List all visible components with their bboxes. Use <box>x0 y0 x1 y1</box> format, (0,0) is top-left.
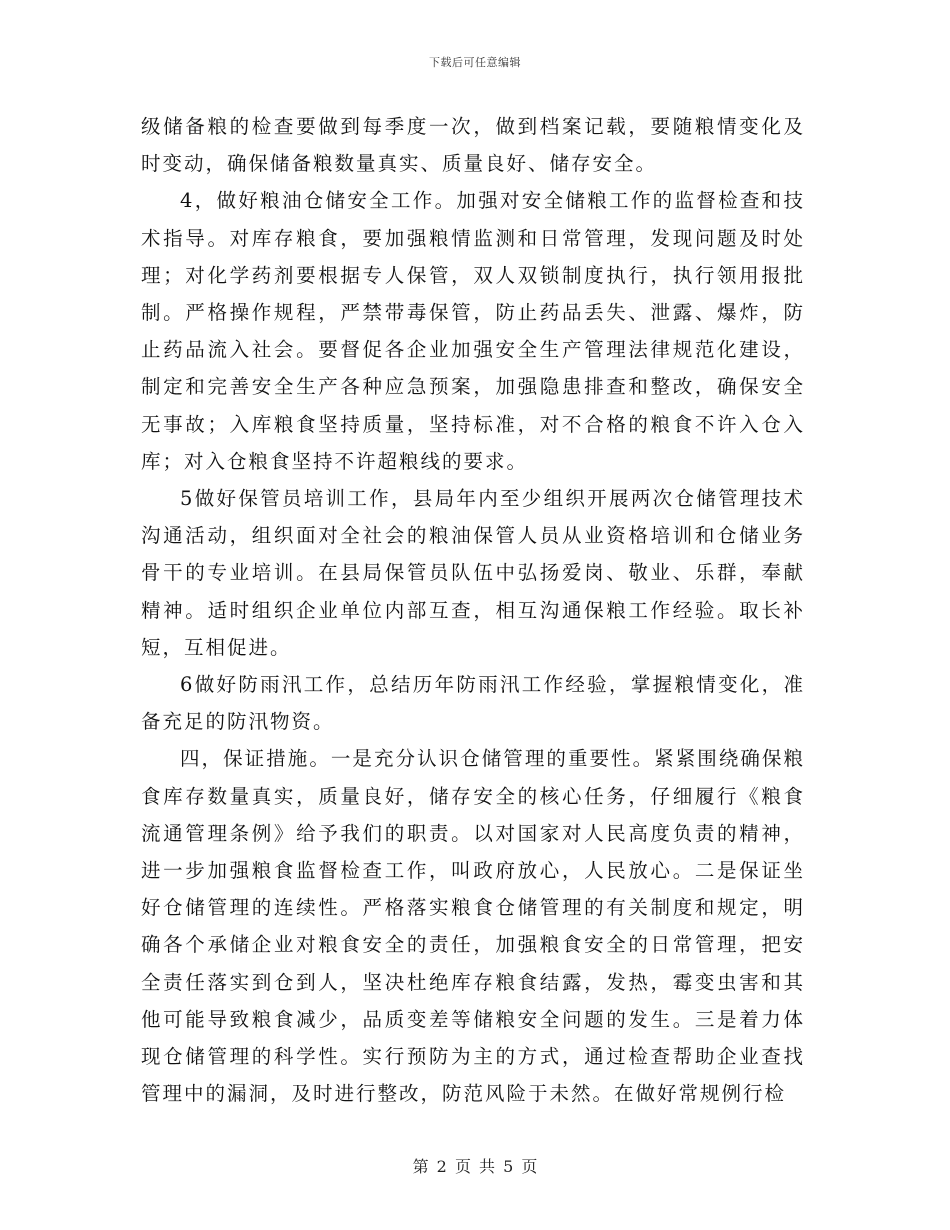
paragraph-5: 四，保证措施。一是充分认识仓储管理的重要性。紧紧围绕确保粮食库存数量真实，质量良好，储存安全的核心任务，仔细履行《粮食流通管理条例》给予我们的职责。以对国家对人民高度负责的精神，进一步加强粮食监督检查工作，叫政府放心，人民放心。二是保证坐好仓储管理的连续性。严格落实粮食仓储管理的有关制度和规定，明确各个承储企业对粮食安全的责任，加强粮食安全的日常管理，把安全责任落实到仓到人，坚决杜绝库存粮食结露，发热，霉变虫害和其他可能导致粮食减少，品质变差等储粮安全问题的发生。三是着力体现仓储管理的科学性。实行预防为主的方式，通过检查帮助企业查找管理中的漏洞，及时进行整改，防范风险于未然。在做好常规例行检 <box>141 747 805 1106</box>
paragraph-4: 6做好防雨汛工作，总结历年防雨汛工作经验，掌握粮情变化，准备充足的防汛物资。 <box>141 673 805 734</box>
paragraph-1: 级储备粮的检查要做到每季度一次，做到档案记载，要随粮情变化及时变动，确保储备粮数量真实、质量良好、储存安全。 <box>141 115 805 176</box>
paragraph-3: 5做好保管员培训工作，县局年内至少组织开展两次仓储管理技术沟通活动，组织面对全社会的粮油保管人员从业资格培训和仓储业务骨干的专业培训。在县局保管员队伍中弘扬爱岗、敬业、乐群，奉献精神。适时组织企业单位内部互查，相互沟通保粮工作经验。取长补短，互相促进。 <box>141 487 805 659</box>
document-body <box>141 108 805 1112</box>
page-header: 下载后可任意编辑 <box>429 56 521 69</box>
paragraph-2: 4，做好粮油仓储安全工作。加强对安全储粮工作的监督检查和技术指导。对库存粮食，要加强粮情监测和日常管理，发现问题及时处理；对化学药剂要根据专人保管，双人双锁制度执行，执行领用报批制。严格操作规程，严禁带毒保管，防止药品丢失、泄露、爆炸，防止药品流入社会。要督促各企业加强安全生产管理法律规范化建设，制定和完善安全生产各种应急预案，加强隐患排查和整改，确保安全无事故；入库粮食坚持质量，坚持标准，对不合格的粮食不许入仓入库；对入仓粮食坚持不许超粮线的要求。 <box>141 189 805 473</box>
page-number-footer: 第 2 页 共 5 页 <box>412 1157 538 1176</box>
